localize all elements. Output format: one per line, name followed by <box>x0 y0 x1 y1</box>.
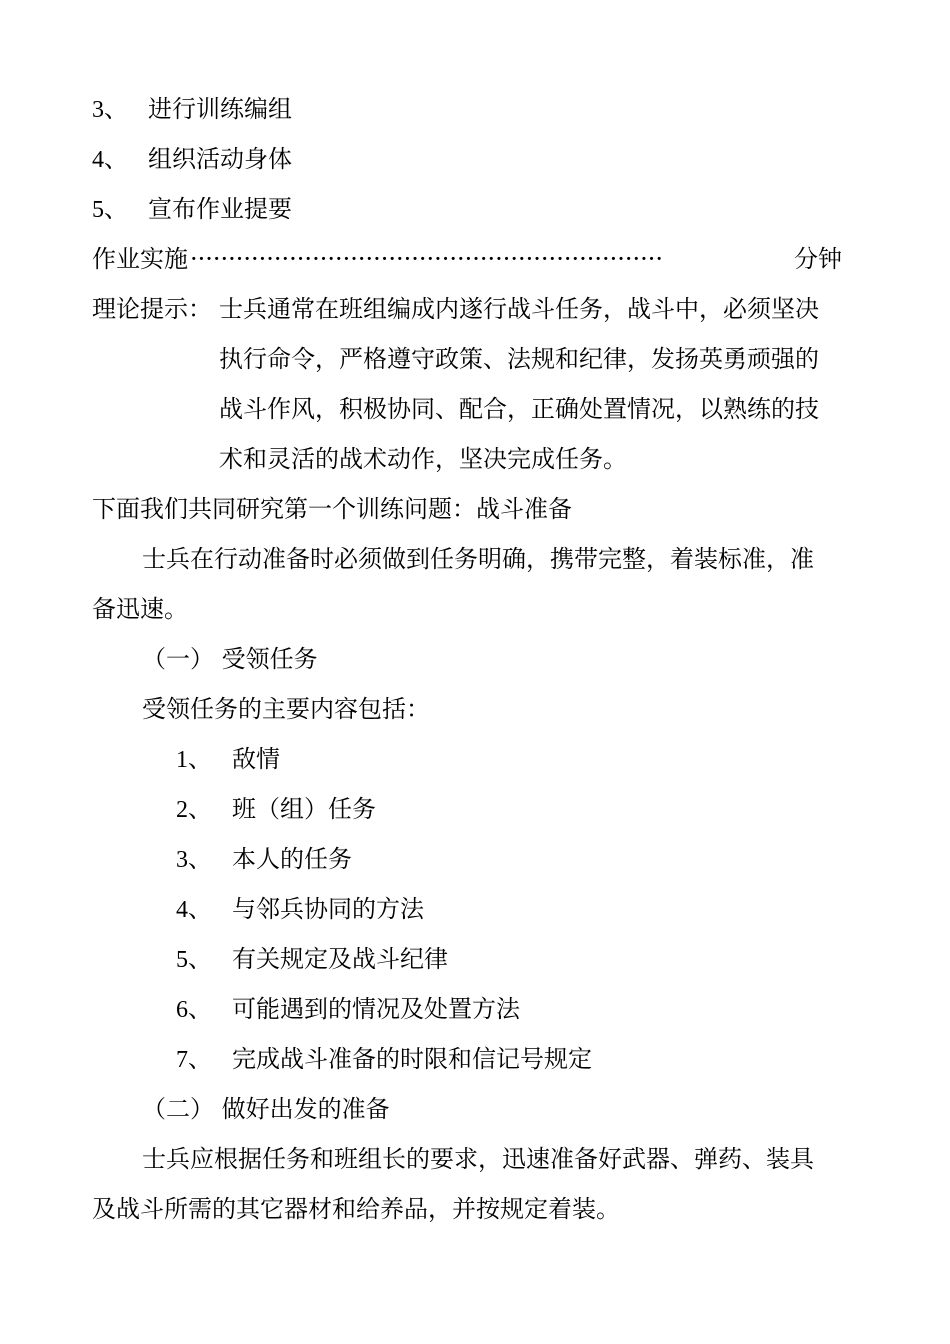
outline-item-text: 进行训练编组 <box>148 95 292 123</box>
intro-sentence: 下面我们共同研究第一个训练问题：战斗准备 <box>92 495 572 523</box>
list-item <box>176 1044 592 1075</box>
prep-paragraph-line: 备迅速。 <box>92 595 188 623</box>
prep-paragraph-line: 士兵在行动准备时必须做到任务明确，携带完整，着装标准，准 <box>142 545 814 573</box>
outline-item-number: 5、 <box>92 197 128 223</box>
theory-line: 战斗作风，积极协同、配合，正确处置情况，以熟练的技 <box>219 395 819 423</box>
outline-item-text: 组织活动身体 <box>148 145 292 173</box>
outline-item <box>92 194 292 225</box>
list-item-text: 敌情 <box>232 745 280 773</box>
list-item <box>176 944 448 975</box>
list-item-text: 有关规定及战斗纪律 <box>232 945 448 973</box>
implementation-label: 作业实施 <box>92 245 188 273</box>
outline-item-number: 4、 <box>92 147 128 173</box>
list-item <box>176 894 424 925</box>
list-item-number: 7、 <box>176 1047 212 1073</box>
list-item <box>176 994 520 1025</box>
list-item-number: 2、 <box>176 797 212 823</box>
section-lead: 受领任务的主要内容包括： <box>142 695 430 723</box>
section-paragraph-line: 士兵应根据任务和班组长的要求，迅速准备好武器、弹药、装具 <box>142 1145 814 1173</box>
list-item <box>176 844 352 875</box>
section-heading: （二） 做好出发的准备 <box>142 1095 390 1123</box>
section-paragraph-line: 及战斗所需的其它器材和给养品，并按规定着装。 <box>92 1195 620 1223</box>
list-item-text: 可能遇到的情况及处置方法 <box>232 995 520 1023</box>
outline-item <box>92 144 292 175</box>
section-heading: （一） 受领任务 <box>142 645 318 673</box>
list-item-number: 1、 <box>176 747 212 773</box>
list-item <box>176 744 280 775</box>
list-item-number: 5、 <box>176 947 212 973</box>
theory-line: 士兵通常在班组编成内遂行战斗任务，战斗中，必须坚决 <box>219 295 819 323</box>
outline-item-number: 3、 <box>92 97 128 123</box>
theory-label: 理论提示： <box>92 295 212 323</box>
outline-item <box>92 94 292 125</box>
list-item-text: 本人的任务 <box>232 845 352 873</box>
outline-item-text: 宣布作业提要 <box>148 195 292 223</box>
list-item <box>176 794 376 825</box>
implementation-unit: 分钟 <box>794 245 842 273</box>
list-item-text: 与邻兵协同的方法 <box>232 895 424 923</box>
list-item-number: 4、 <box>176 897 212 923</box>
list-item-number: 3、 <box>176 847 212 873</box>
list-item-text: 完成战斗准备的时限和信记号规定 <box>232 1045 592 1073</box>
theory-line: 术和灵活的战术动作，坚决完成任务。 <box>219 445 627 473</box>
list-item-text: 班（组）任务 <box>232 795 376 823</box>
list-item-number: 6、 <box>176 997 212 1023</box>
implementation-leader-dots: ······························································ <box>190 245 663 273</box>
theory-line: 执行命令，严格遵守政策、法规和纪律，发扬英勇顽强的 <box>219 345 819 373</box>
